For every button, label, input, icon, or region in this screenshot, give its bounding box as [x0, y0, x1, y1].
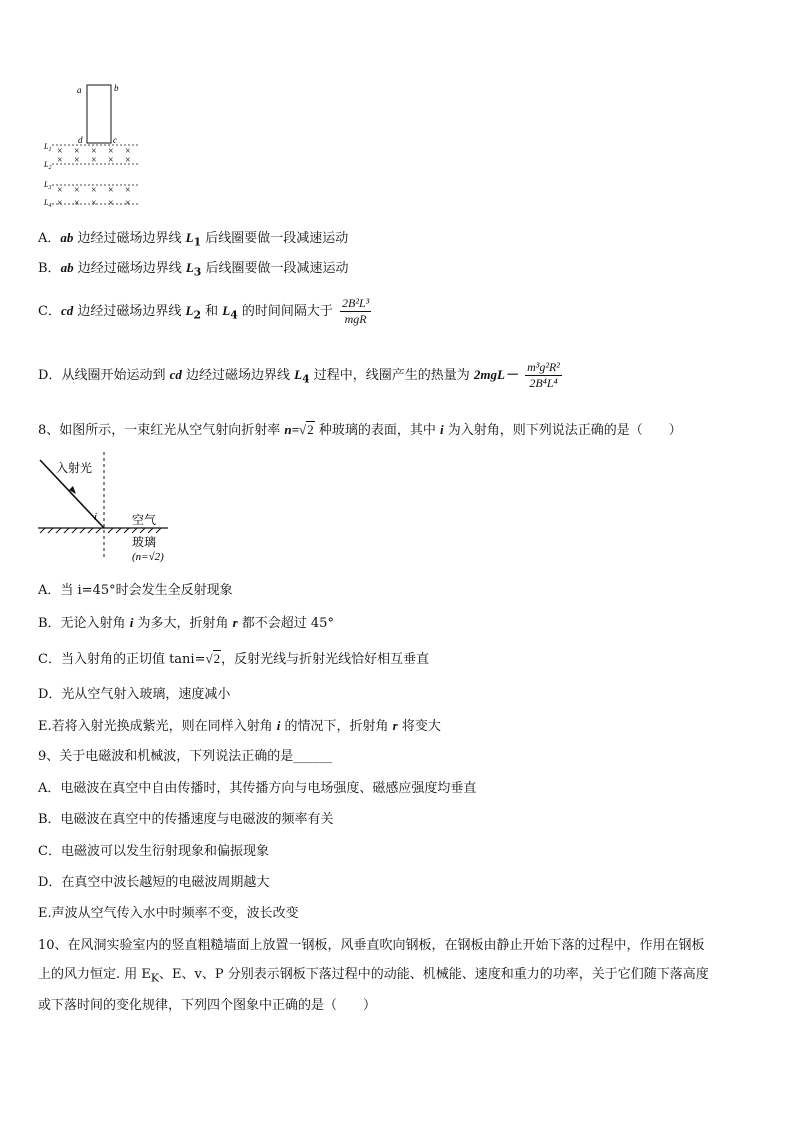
q7-option-b: B．ab 边经过磁场边界线 $L_3$ 后线圈要做一段减速运动 [38, 260, 349, 279]
coil-rectangle [87, 85, 111, 143]
refraction-figure [36, 450, 176, 568]
svg-text:×: × [125, 155, 131, 166]
svg-text:×: × [74, 198, 80, 209]
q8-option-e: E.若将入射光换成紫光，则在同样入射角 i 的情况下，折射角 r 将变大 [38, 718, 441, 734]
q7-c-fraction: $\frac{\text{2B²L³}}{\text{mgR}}$ [342, 296, 370, 326]
q10-line-1: 10、在风洞实验室内的竖直粗糙墙面上放置一钢板，风垂直吹向钢板，在钢板由静止开始下落的过程中，作用在钢板 [38, 938, 705, 953]
air-label: 空气 [132, 513, 157, 527]
q10-line-2: 上的风力恒定. 用 $E_K$、E、v、P 分别表示钢板下落过程中的动能、机械能、速度和重力的功率，关于它们随下落高度 [38, 967, 709, 985]
svg-text:×: × [57, 146, 63, 157]
q9-option-a: A．电磁波在真空中自由传播时，其传播方向与电场强度、磁感应强度均垂直 [38, 781, 477, 796]
q8-option-a: A．当 i=45°时会发生全反射现象 [38, 583, 233, 598]
label-b: b [114, 83, 119, 93]
q8-stem: 8、如图所示，一束红光从空气射向折射率 n=√2 种玻璃的表面，其中 i 为入射角，则下列说法正确的是（ ） [38, 422, 682, 438]
svg-text:×: × [125, 198, 131, 209]
q7-option-d: D．从线圈开始运动到 cd 边经过磁场边界线 $L_4$ 过程中，线圈产生的热量为 2mgL－ $\frac{\text{m³g²R²}}{\text{2B⁴L⁴}}$ [38, 360, 560, 390]
svg-text:×: × [91, 146, 97, 157]
label-c: c [113, 135, 117, 145]
svg-text:×: × [125, 146, 131, 157]
q7-option-c: C．cd 边经过磁场边界线 $L_2$ 和 $L_4$ 的时间间隔大于 $\frac{\text{2B²L³}}{\text{mgR}}$ [38, 296, 370, 326]
label-L4: $L_4$ [44, 198, 52, 209]
svg-text:×: × [57, 155, 63, 166]
svg-text:×: × [108, 146, 114, 157]
sqrt-symbol: √2 [205, 651, 221, 666]
label-L1: $L_1$ [44, 142, 52, 153]
svg-text:×: × [57, 198, 63, 209]
label-L3: $L_3$ [44, 180, 52, 191]
svg-text:×: × [91, 155, 97, 166]
svg-text:×: × [91, 185, 97, 196]
q7-option-a: A．ab 边经过磁场边界线 $L_1$ 后线圈要做一段减速运动 [38, 230, 349, 249]
svg-text:×: × [74, 146, 80, 157]
q8-option-b: B．无论入射角 i 为多大，折射角 r 都不会超过 45° [38, 615, 334, 631]
field-crosses-upper [57, 146, 131, 166]
q9-option-d: D．在真空中波长越短的电磁波周期越大 [38, 875, 270, 890]
q9-option-b: B．电磁波在真空中的传播速度与电磁波的频率有关 [38, 812, 334, 827]
svg-text:×: × [108, 198, 114, 209]
svg-text:×: × [91, 198, 97, 209]
svg-text:×: × [74, 155, 80, 166]
svg-text:×: × [57, 185, 63, 196]
interface-hatch [40, 528, 161, 533]
q8-option-c: C．当入射角的正切值 tani=√2，反射光线与折射光线恰好相互垂直 [38, 651, 430, 667]
coil-field-figure [40, 80, 150, 212]
q7-d-fraction: $\frac{\text{m³g²R²}}{\text{2B⁴L⁴}}$ [527, 360, 560, 390]
svg-text:×: × [74, 185, 80, 196]
label-a: a [77, 85, 82, 95]
sqrt-symbol: √2 [299, 422, 314, 437]
q8-option-d: D．光从空气射入玻璃，速度减小 [38, 687, 231, 702]
angle-i-label: i [94, 511, 98, 523]
incident-label: 入射光 [56, 461, 93, 475]
q9-option-c: C．电磁波可以发生衍射现象和偏振现象 [38, 844, 269, 859]
q9-option-e: E.声波从空气传入水中时频率不变，波长改变 [38, 906, 299, 921]
label-L2: $L_2$ [44, 160, 52, 171]
glass-label: 玻璃 [132, 535, 157, 549]
field-crosses-lower [57, 185, 131, 209]
svg-text:×: × [108, 185, 114, 196]
index-label: (n=√2) [132, 551, 164, 563]
svg-text:×: × [125, 185, 131, 196]
q9-stem: 9、关于电磁波和机械波，下列说法正确的是______ [38, 749, 333, 764]
q10-line-3: 或下落时间的变化规律，下列四个图象中正确的是（ ） [38, 998, 377, 1013]
svg-text:×: × [108, 155, 114, 166]
label-d: d [78, 135, 83, 145]
